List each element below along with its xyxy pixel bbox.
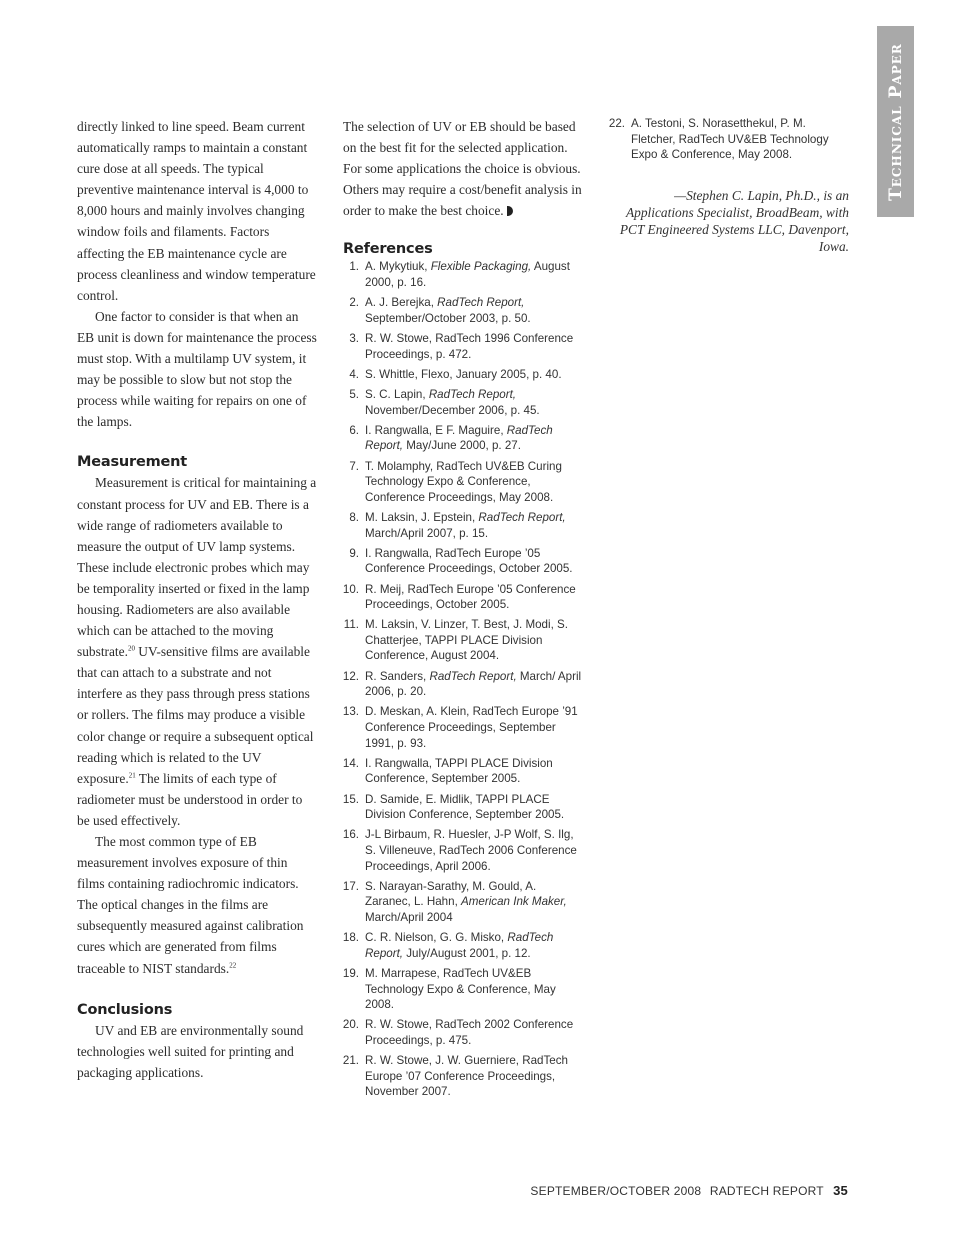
reference-item: 12. R. Sanders, RadTech Report, March/ April 2006, p. 20.: [343, 669, 583, 700]
reference-number: 13.: [342, 705, 359, 719]
reference-number: 11.: [343, 618, 359, 632]
author-byline: —Stephen C. Lapin, Ph.D., is an Applications Specialist, BroadBeam, with PCT Engineered Systems LLC, Davenport, Iowa.: [619, 187, 849, 254]
reference-item: 20. R. W. Stowe, RadTech 2002 Conference Proceedings, p. 475.: [343, 1017, 583, 1048]
paragraph: directly linked to line speed. Beam current automatically ramps to maintain a constant cure dose at all speeds. The typical preventive maintenance interval is 4,000 to 8,000 hours and mainly involves changing window foils and filaments. Factors affecting the EB maintenance cycle are process cleanliness and window temperature control.: [77, 119, 316, 303]
reference-item: 16. J-L Birbaum, R. Huesler, J-P Wolf, S. Ilg, S. Villeneuve, RadTech 2006 Conference Proceedings, April 2006.: [343, 827, 583, 874]
reference-item: 19. M. Marrapese, RadTech UV&EB Technology Expo & Conference, May 2008.: [343, 966, 583, 1013]
reference-item: 6. I. Rangwalla, E F. Maguire, RadTech Report, May/June 2000, p. 27.: [343, 423, 583, 454]
reference-list: [343, 259, 583, 1099]
reference-number: 15.: [342, 792, 359, 806]
reference-item: 9. I. Rangwalla, RadTech Europe ’05 Conference Proceedings, October 2005.: [343, 546, 583, 577]
reference-number: 1.: [349, 260, 359, 274]
paragraph: UV and EB are environmentally sound technologies well suited for printing and packaging applications.: [77, 1022, 304, 1080]
reference-number: 22.: [608, 117, 625, 130]
reference-item: 8. M. Laksin, J. Epstein, RadTech Report, March/April 2007, p. 15.: [343, 510, 583, 541]
reference-item: 14. I. Rangwalla, TAPPI PLACE Division Conference, September 2005.: [343, 756, 583, 787]
reference-number: 9.: [349, 546, 359, 560]
citation-sup: 21: [128, 771, 136, 780]
reference-number: 4.: [349, 367, 359, 381]
footer-publication: RADTECH REPORT: [709, 1184, 824, 1198]
heading-references: References: [343, 241, 433, 258]
reference-number: 7.: [349, 459, 359, 473]
reference-number: 5.: [349, 388, 359, 401]
end-of-article-icon: [507, 206, 513, 216]
reference-number: 3.: [349, 332, 359, 346]
reference-item: 7. T. Molamphy, RadTech UV&EB Curing Technology Expo & Conference, Conference Proceedings, May 2008.: [343, 459, 583, 506]
footer-issue: SEPTEMBER/OCTOBER 2008: [530, 1184, 702, 1198]
reference-number: 19.: [342, 966, 359, 980]
reference-number: 14.: [342, 756, 359, 770]
reference-item: 5. S. C. Lapin, RadTech Report, November/December 2006, p. 45.: [343, 387, 583, 418]
reference-number: 8.: [349, 510, 359, 524]
column-2: [343, 116, 583, 1104]
reference-item: 1. A. Mykytiuk, Flexible Packaging, August 2000, p. 16.: [343, 259, 583, 290]
citation-sup: 22: [229, 961, 237, 970]
paragraph: Measurement is critical for maintaining a constant process for UV and EB. There is a wide range of radiometers available to measure the output of UV lamp systems. These include electronic probes which may be temporality inserted or fixed in the lamp housing. Radiometers are also available which can be attached to the moving substrate.$^{20}$ UV-sensitive films are available that can attach to a substrate and not interfere as they pass through press stations or rollers. The films may produce a visible color change or require a subsequent optical reading which is related to the UV exposure.$^{21}$ The limits of each type of radiometer must be understood in order to be used effectively.: [77, 475, 317, 828]
reference-item: 11. M. Laksin, V. Linzer, T. Best, J. Modi, S. Chatterjee, TAPPI PLACE Division Conference, August 2004.: [343, 617, 583, 664]
reference-item: 2. A. J. Berejka, RadTech Report, September/October 2003, p. 50.: [343, 295, 583, 326]
reference-item: 18. C. R. Nielson, G. G. Misko, RadTech Report, July/August 2001, p. 12.: [343, 930, 583, 961]
reference-item: 17. S. Narayan-Sarathy, M. Gould, A. Zaranec, L. Hahn, American Ink Maker, March/April 2004: [343, 879, 583, 926]
reference-number: 12.: [342, 669, 359, 683]
reference-item: 21. R. W. Stowe, J. W. Guerniere, RadTech Europe ’07 Conference Proceedings, November 2007.: [343, 1053, 583, 1100]
column-1: [77, 116, 317, 1083]
reference-item: 10. R. Meij, RadTech Europe ’05 Conference Proceedings, October 2005.: [343, 582, 583, 613]
reference-number: 18.: [342, 931, 359, 945]
reference-number: 6.: [349, 423, 359, 437]
citation-sup: 20: [127, 644, 135, 653]
section-tab: [877, 26, 914, 217]
paragraph: The selection of UV or EB should be based on the best fit for the selected application. For some applications the choice is obvious. Others may require a cost/benefit analysis in order to make the best choice.: [343, 119, 582, 219]
reference-item: 13. D. Meskan, A. Klein, RadTech Europe ’91 Conference Proceedings, September 1991, p. 93.: [343, 704, 583, 751]
paragraph: One factor to consider is that when an EB unit is down for maintenance the process must stop. With a multilamp UV system, it may be possible to slow but not stop the process while waiting for repairs on one of the lamps.: [77, 308, 317, 430]
reference-number: 2.: [349, 296, 359, 310]
reference-number: 21.: [342, 1054, 359, 1068]
page-footer: [530, 1183, 848, 1198]
reference-item: 3. R. W. Stowe, RadTech 1996 Conference Proceedings, p. 472.: [343, 331, 583, 362]
page-number: 35: [833, 1183, 848, 1198]
reference-number: 10.: [342, 582, 359, 596]
reference-item: 15. D. Samide, E. Midlik, TAPPI PLACE Division Conference, September 2005.: [343, 792, 583, 823]
reference-number: 17.: [342, 879, 359, 893]
column-3: [609, 116, 849, 255]
reference-number: 20.: [342, 1018, 359, 1032]
section-tab-label: Technical Paper: [885, 42, 906, 201]
paragraph: The most common type of EB measurement involves exposure of thin films containing radiochromic indicators. The optical changes in the films are subsequently measured against calibration cures which are generated from films traceable to NIST standards.$^{22}$: [77, 834, 304, 976]
reference-item: 22. A. Testoni, S. Norasetthekul, P. M. Fletcher, RadTech UV&EB Technology Expo & Conference, May 2008.: [609, 116, 849, 163]
heading-measurement: Measurement: [77, 454, 187, 471]
reference-number: 16.: [342, 828, 359, 842]
reference-list: [609, 116, 849, 163]
reference-item: 4. S. Whittle, Flexo, January 2005, p. 40.: [343, 367, 583, 383]
heading-conclusions: Conclusions: [77, 1001, 173, 1018]
